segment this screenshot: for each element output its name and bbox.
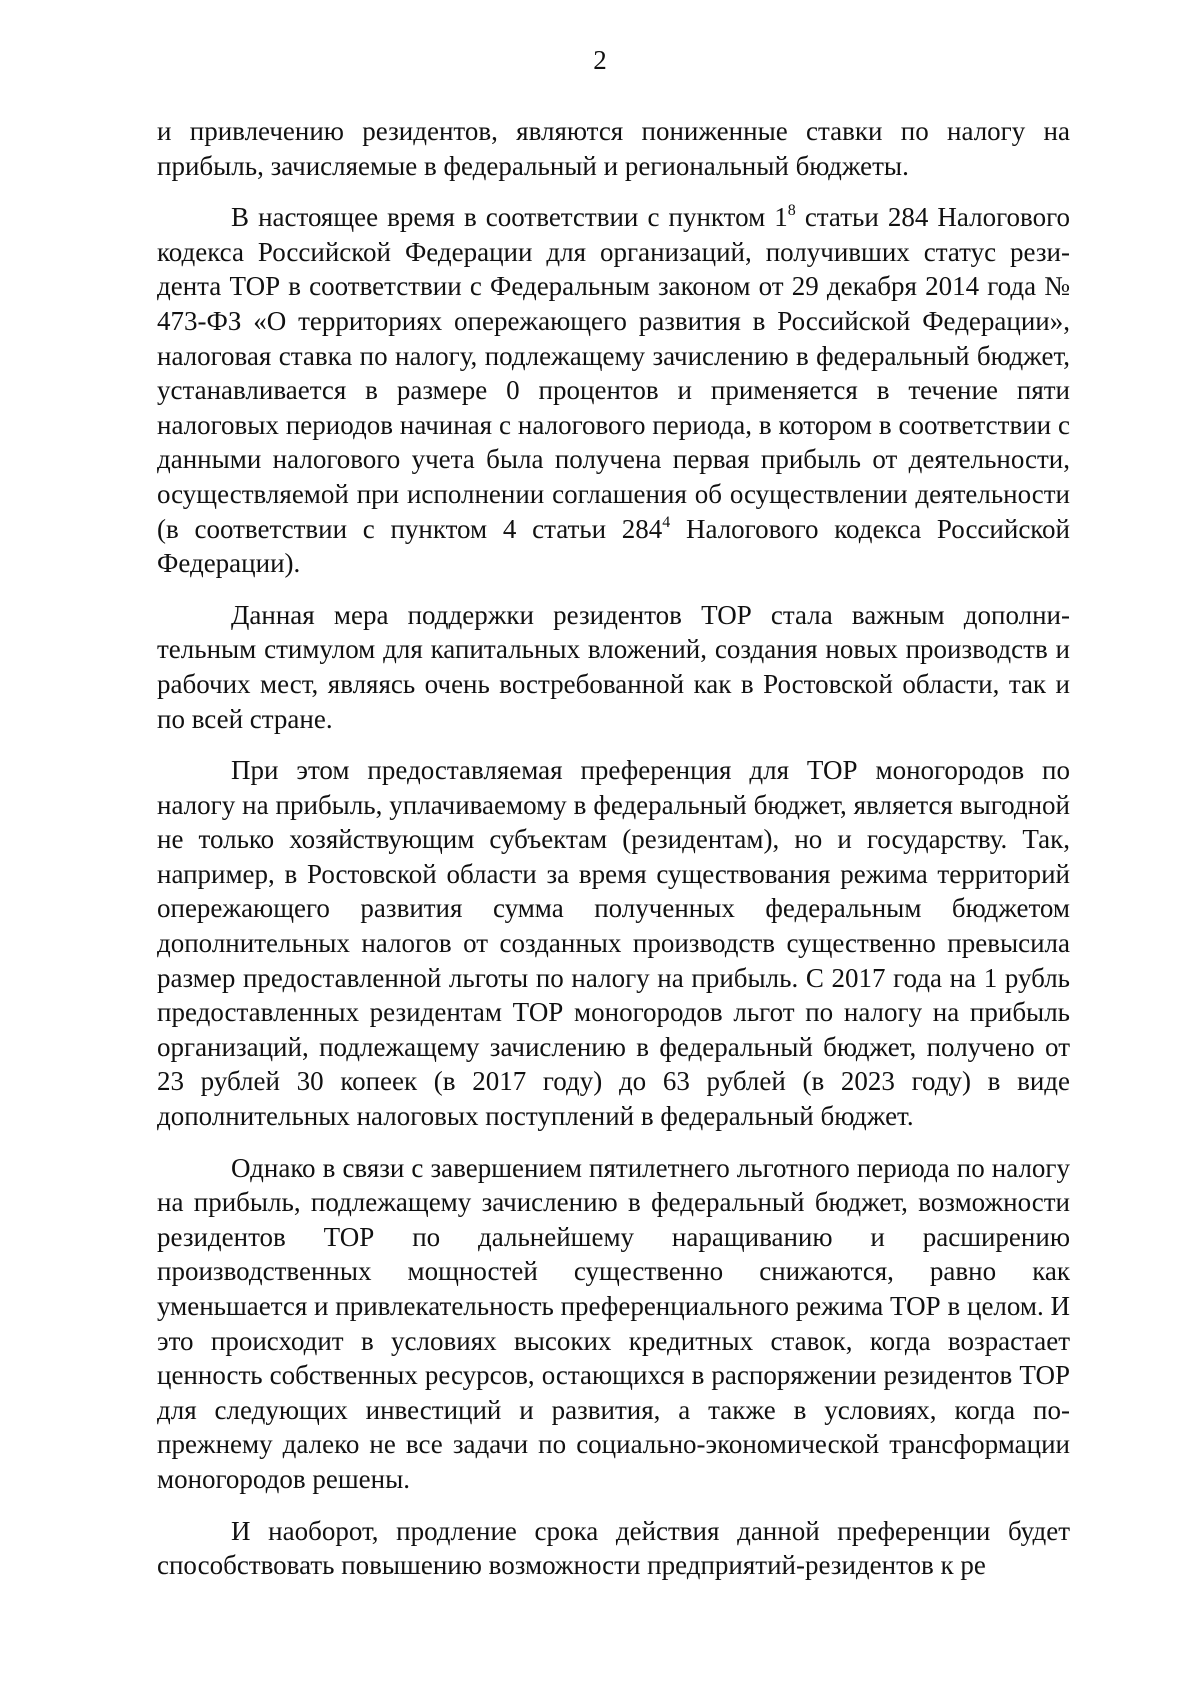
paragraph-2-text-a: В настоящее время в соответствии с пунктом 1 — [231, 202, 788, 233]
paragraph-5: Однако в связи с завершением пятилетнего льготного периода по налогу на прибыль, подлежащему зачислению в федеральный бюджет, возможности резидентов ТОР по дальнейшему наращиванию и расширению производственных мощностей существенно снижаются, равно как уменьшается и привлекательность преференциального режима ТОР в целом. И это происходит в условиях высоких кредитных ставок, когда возрастает ценность собственных ресурсов, остающихся в распоряжении резидентов ТОР для следующих инвестиций и развития, а также в условиях, когда по-прежнему далеко не все задачи по социально-экономической трансформации моногородов решены. — [157, 1152, 1070, 1494]
paragraph-2-text-b: статьи 284 Налогового кодекса Российской Федерации для организаций, получивших статус резидента ТОР в соответствии с Федеральным законом от 29 декабря 2014 года № 473-ФЗ «О территориях опережающего развития в Российской Федерации», налоговая ставка по налогу, подлежащему зачислению в федеральный бюджет, устанавливается в размере 0 процентов и применяется в течение пяти налоговых периодов начиная с налогового периода, в котором в соответствии с данными налогового учета была получена первая прибыль от деятельности, осуществляемой при исполнении соглашения об осуществлении деятельности (в соответствии с пунктом 4 статьи 284 — [157, 202, 1070, 544]
footnote-superscript-8: 8 — [787, 202, 796, 220]
paragraph-4: При этом предоставляемая преференция для ТОР моногородов по налогу на прибыль, уплачиваемому в федеральный бюджет, является выгодной не только хозяйствующим субъектам (резидентам), но и государству. Так, например, в Ростовской области за время существования режима территорий опережающего развития сумма полученных федеральным бюджетом дополнительных налогов от созданных производств существенно превысила размер предоставленной льготы по налогу на прибыль. С 2017 года на 1 рубль предоставленных резидентам ТОР моногородов льгот по налогу на прибыль организаций, подлежащему зачислению в федеральный бюджет, получено от 23 рублей 30 копеек (в 2017 году) до 63 рублей (в 2023 году) в виде дополнительных налоговых поступлений в федеральный бюджет. — [157, 755, 1070, 1132]
paragraph-6: И наоборот, продление срока действия данной преференции будет способствовать повышению возможности предприятий-резидентов к ре — [157, 1515, 1070, 1581]
footnote-superscript-4: 4 — [662, 513, 671, 531]
page-number: 2 — [593, 45, 607, 75]
paragraph-3: Данная мера поддержки резидентов ТОР стала важным дополнительным стимулом для капитальных вложений, создания новых производств и рабочих мест, являясь очень востребованной как в Ростовской области, так и по всей стране. — [157, 599, 1070, 734]
paragraph-2 — [157, 200, 1070, 581]
document-body — [157, 114, 1070, 1600]
paragraph-2-text-c: Налогового кодекса Российской Федерации). — [157, 513, 1070, 579]
paragraph-1: и привлечению резидентов, являются пониженные ставки по налогу на прибыль, зачисляемые в федеральный и региональный бюджеты. — [157, 116, 1070, 181]
